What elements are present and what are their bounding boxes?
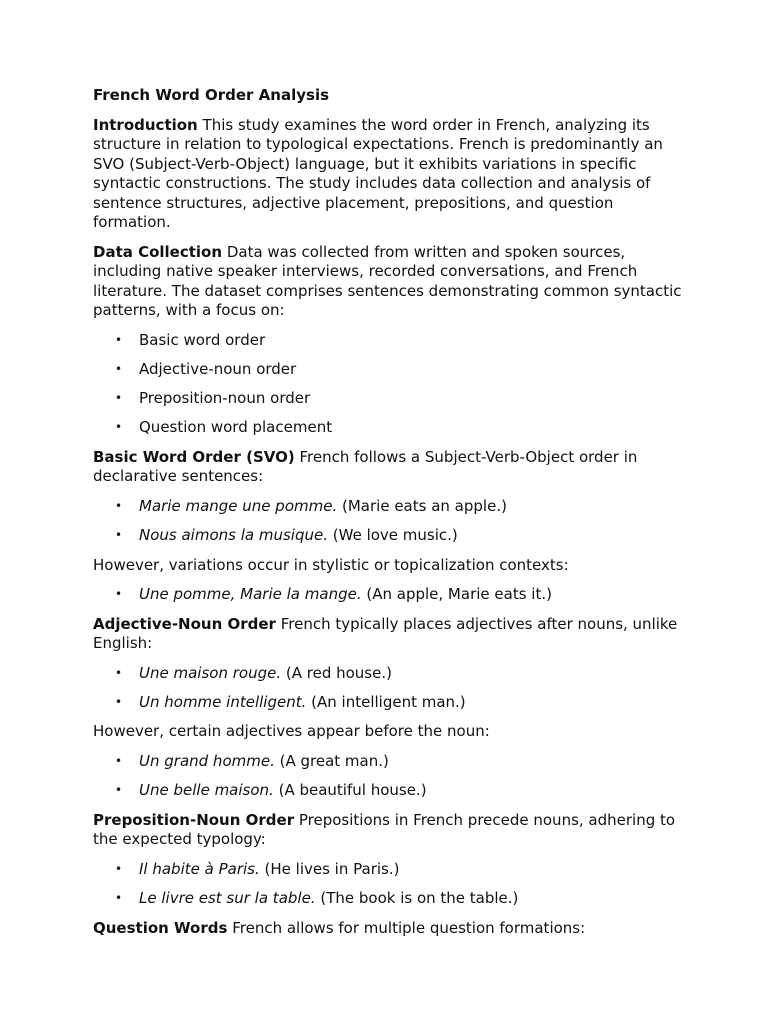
example-french: Marie mange une pomme. — [139, 496, 338, 515]
example-french: Le livre est sur la table. — [139, 889, 316, 908]
bullet-icon: • — [115, 587, 123, 602]
bullet-icon: • — [115, 420, 123, 435]
data-collection-heading: Data Collection — [93, 242, 223, 261]
preposition-noun-text: Prepositions in French precede nouns, adhering to the expected typology: — [93, 810, 676, 849]
introduction-text: This study examines the word order in French, analyzing its structure in relation to typological expectations. French is predominantly an SVO (Subject-Verb-Object) language, but it exhibits variations in specific syntactic constructions. The study includes data collection and analysis of sentence structures, adjective placement, prepositions, and question formation. — [93, 115, 663, 231]
basic-word-order-variation-examples — [93, 585, 683, 605]
introduction-heading: Introduction — [93, 115, 198, 134]
example-item — [93, 526, 683, 546]
example-gloss: (A great man.) — [279, 751, 389, 770]
bullet-icon: • — [115, 332, 123, 347]
example-french: Une belle maison. — [139, 781, 274, 800]
preposition-noun-paragraph — [93, 811, 683, 850]
bullet-icon: • — [115, 783, 123, 798]
data-collection-paragraph — [93, 243, 683, 321]
basic-word-order-examples — [93, 497, 683, 546]
example-gloss: (An apple, Marie eats it.) — [366, 585, 552, 604]
bullet-icon: • — [115, 694, 123, 709]
document-title: French Word Order Analysis — [93, 86, 330, 104]
example-item — [93, 889, 683, 909]
adjective-noun-variation-text: However, certain adjectives appear before the noun: — [93, 722, 490, 741]
bullet-icon: • — [115, 361, 123, 376]
example-item — [93, 585, 683, 605]
basic-word-order-text: French follows a Subject-Verb-Object order in declarative sentences: — [93, 447, 638, 486]
example-item — [93, 860, 683, 880]
preposition-noun-examples — [93, 860, 683, 909]
example-item — [93, 752, 683, 772]
question-words-paragraph — [93, 919, 683, 939]
example-gloss: (We love music.) — [332, 526, 458, 545]
basic-word-order-paragraph — [93, 448, 683, 487]
bullet-icon: • — [115, 528, 123, 543]
adjective-noun-text: French typically places adjectives after nouns, unlike English: — [93, 614, 678, 653]
introduction-paragraph — [93, 116, 683, 233]
adjective-noun-variation-examples — [93, 752, 683, 801]
adjective-noun-heading: Adjective-Noun Order — [93, 614, 276, 633]
bullet-icon: • — [115, 391, 123, 406]
list-item-text: Preposition-noun order — [139, 389, 311, 408]
preposition-noun-heading: Preposition-Noun Order — [93, 810, 295, 829]
list-item-text: Basic word order — [139, 330, 266, 349]
example-item — [93, 497, 683, 517]
list-item — [93, 331, 683, 351]
example-french: Une pomme, Marie la mange. — [139, 585, 362, 604]
example-french: Il habite à Paris. — [139, 859, 260, 878]
example-gloss: (A red house.) — [285, 663, 392, 682]
example-item — [93, 693, 683, 713]
example-french: Un homme intelligent. — [139, 692, 307, 711]
document-page — [93, 86, 683, 948]
bullet-icon: • — [115, 753, 123, 768]
example-french: Une maison rouge. — [139, 663, 282, 682]
list-item — [93, 418, 683, 438]
list-item-text: Question word placement — [139, 418, 333, 437]
list-item — [93, 360, 683, 380]
example-french: Un grand homme. — [139, 751, 275, 770]
example-gloss: (A beautiful house.) — [278, 781, 427, 800]
example-gloss: (He lives in Paris.) — [264, 859, 400, 878]
data-collection-text: Data was collected from written and spoken sources, including native speaker interviews, recorded conversations, and French literature. The dataset comprises sentences demonstrating common syntactic patterns, with a focus on: — [93, 242, 682, 319]
basic-word-order-variation-text: However, variations occur in stylistic or topicalization contexts: — [93, 555, 569, 574]
question-words-heading: Question Words — [93, 918, 228, 937]
adjective-noun-examples — [93, 664, 683, 713]
example-item — [93, 781, 683, 801]
question-words-text: French allows for multiple question formations: — [232, 918, 586, 937]
example-french: Nous aimons la musique. — [139, 526, 328, 545]
data-collection-list — [93, 331, 683, 438]
example-gloss: (The book is on the table.) — [320, 889, 519, 908]
list-item — [93, 389, 683, 409]
bullet-icon: • — [115, 891, 123, 906]
bullet-icon: • — [115, 861, 123, 876]
adjective-noun-paragraph — [93, 615, 683, 654]
bullet-icon: • — [115, 498, 123, 513]
example-item — [93, 664, 683, 684]
list-item-text: Adjective-noun order — [139, 359, 297, 378]
basic-word-order-heading: Basic Word Order (SVO) — [93, 447, 295, 466]
example-gloss: (Marie eats an apple.) — [342, 496, 507, 515]
example-gloss: (An intelligent man.) — [311, 692, 466, 711]
bullet-icon: • — [115, 665, 123, 680]
